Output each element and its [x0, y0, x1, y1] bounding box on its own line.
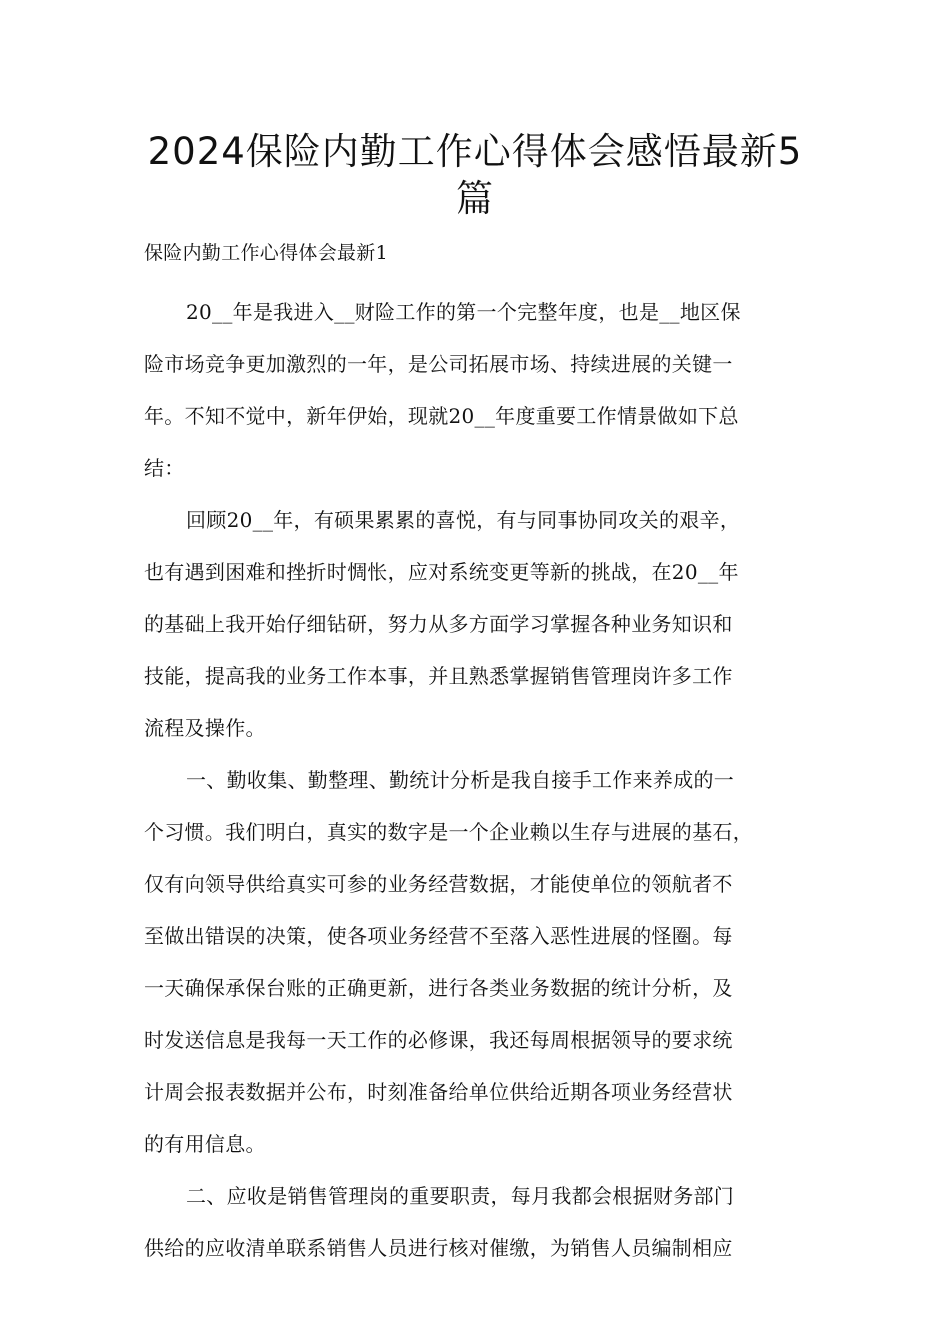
- paragraph-line: 年。不知不觉中，新年伊始，现就20__年度重要工作情景做如下总: [144, 404, 739, 428]
- paragraph-line: 计周会报表数据并公布，时刻准备给单位供给近期各项业务经营状: [144, 1080, 733, 1104]
- paragraph: [144, 494, 808, 754]
- paragraph-line: 流程及操作。: [144, 716, 266, 740]
- paragraph-line: 回顾20__年，有硕果累累的喜悦，有与同事协同攻关的艰辛，: [186, 508, 741, 532]
- paragraph-line: 技能，提高我的业务工作本事，并且熟悉掌握销售管理岗许多工作: [144, 664, 733, 688]
- paragraph-line: 仅有向领导供给真实可参的业务经营数据，才能使单位的领航者不: [144, 872, 733, 896]
- paragraph-line: 的基础上我开始仔细钻研，努力从多方面学习掌握各种业务知识和: [144, 612, 733, 636]
- title-line-1: 2024保险内勤工作心得体会感悟最新5: [147, 130, 803, 173]
- paragraph-line: 至做出错误的决策，使各项业务经营不至落入恶性进展的怪圈。每: [144, 924, 733, 948]
- paragraph-line: 个习惯。我们明白，真实的数字是一个企业赖以生存与进展的基石，: [144, 820, 753, 844]
- paragraph-line: 结：: [144, 456, 185, 480]
- paragraph-line: 的有用信息。: [144, 1132, 266, 1156]
- paragraph-line: 二、应收是销售管理岗的重要职责，每月我都会根据财务部门: [186, 1184, 735, 1208]
- paragraph: [144, 1170, 808, 1274]
- document-body: [144, 236, 808, 1274]
- paragraph-line: 也有遇到困难和挫折时惆怅，应对系统变更等新的挑战，在20__年: [144, 560, 739, 584]
- paragraph-line: 一天确保承保台账的正确更新，进行各类业务数据的统计分析，及: [144, 976, 733, 1000]
- paragraph: [144, 754, 808, 1170]
- paragraph-line: 一、勤收集、勤整理、勤统计分析是我自接手工作来养成的一: [186, 768, 735, 792]
- paragraph-line: 20__年是我进入__财险工作的第一个完整年度，也是__地区保: [186, 300, 741, 324]
- paragraph-list: [144, 286, 808, 1274]
- paragraph: [144, 286, 808, 494]
- paragraph-line: 供给的应收清单联系销售人员进行核对催缴，为销售人员编制相应: [144, 1236, 733, 1260]
- paragraph-line: 时发送信息是我每一天工作的必修课，我还每周根据领导的要求统: [144, 1028, 733, 1052]
- title-line-2: 篇: [456, 177, 494, 220]
- document-title: [120, 128, 830, 222]
- section-heading: 保险内勤工作心得体会最新1: [144, 242, 388, 264]
- paragraph-line: 险市场竞争更加激烈的一年，是公司拓展市场、持续进展的关键一: [144, 352, 733, 376]
